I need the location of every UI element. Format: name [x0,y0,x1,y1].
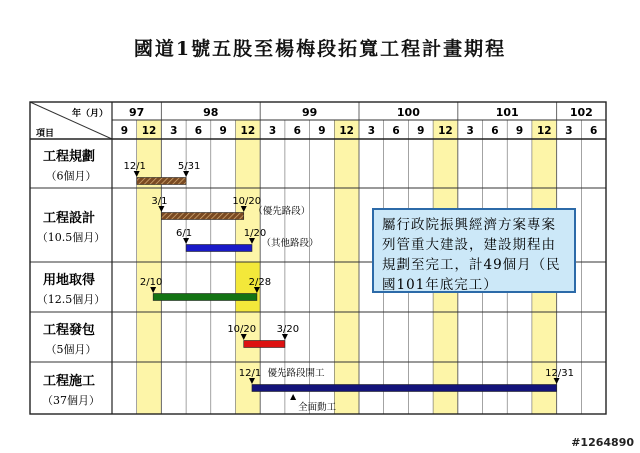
month-label: 3 [268,125,277,137]
row-labels [37,149,106,408]
row-title: 工程施工 [42,374,96,389]
year-label: 100 [396,106,420,119]
row-duration: （6個月） [45,169,97,183]
month-label: 12 [339,125,354,137]
row-duration: （5個月） [45,343,97,356]
end-date-label: 1/20 [243,228,267,239]
bar-note: 優先路段開工 [267,368,325,379]
month-label: 9 [318,125,326,137]
page-title: 國道1號五股至楊梅段拓寬工程計畫期程 [133,38,507,60]
month-label: 6 [392,125,400,137]
end-date-label: 10/20 [232,196,262,207]
month-label: 9 [515,125,524,137]
row-title: 用地取得 [42,273,96,288]
end-date-label: 3/20 [276,324,300,335]
month-label: 12 [536,125,552,137]
gantt-bar [186,245,252,252]
month-label: 9 [219,125,227,137]
milestone-label: 全面動工 [298,402,337,413]
month-label: 12 [141,125,157,137]
start-date-label: 6/1 [176,228,193,239]
end-date-label: 5/31 [177,161,201,172]
start-date-label: 2/10 [139,277,163,288]
row-duration: （37個月） [42,394,100,407]
month-label: 6 [194,125,203,137]
year-label: 102 [569,106,593,119]
start-date-label: 12/1 [238,368,262,379]
row-title: 工程設計 [42,211,96,226]
start-date-label: 12/1 [123,161,146,172]
note-box: 屬行政院振興經濟方案專案列管重大建設，建設期程由規劃至完工，計49個月（民國101年底完工） [372,208,576,293]
month-label: 3 [170,125,178,137]
month-label: 9 [120,125,129,137]
month-label: 3 [367,125,376,137]
year-label: 97 [129,106,145,119]
bar-note: （優先路段） [253,206,311,217]
end-date-label: 2/28 [248,277,272,288]
watermark: #1264890 [571,436,634,449]
row-duration: （12.5個月） [36,293,106,306]
gantt-bar [137,178,186,185]
month-label: 6 [589,125,598,137]
year-label: 99 [301,106,318,119]
gantt-bar [153,294,257,301]
month-label: 3 [565,125,573,137]
month-label: 6 [491,125,499,137]
gantt-bar [244,341,285,348]
year-label: 98 [203,106,219,119]
month-label: 12 [240,125,256,137]
gantt-bar [161,213,243,220]
gantt-bar [252,385,557,392]
row-title: 工程發包 [42,323,96,338]
milestone-marker [290,394,296,400]
item-axis-label: 項目 [35,129,55,139]
end-date-label: 12/31 [545,368,575,379]
row-duration: （10.5個月） [36,231,106,244]
highlight-column [334,120,359,414]
month-label: 6 [293,125,301,137]
bar-note: （其他路段） [261,238,319,249]
year-axis-label: 年（月） [71,109,109,119]
month-label: 12 [438,125,453,137]
month-label: 9 [417,125,425,137]
start-date-label: 3/1 [151,196,168,207]
start-date-label: 10/20 [227,324,257,335]
month-label: 3 [466,125,474,137]
year-label: 101 [495,106,519,119]
row-title: 工程規劃 [42,149,96,165]
